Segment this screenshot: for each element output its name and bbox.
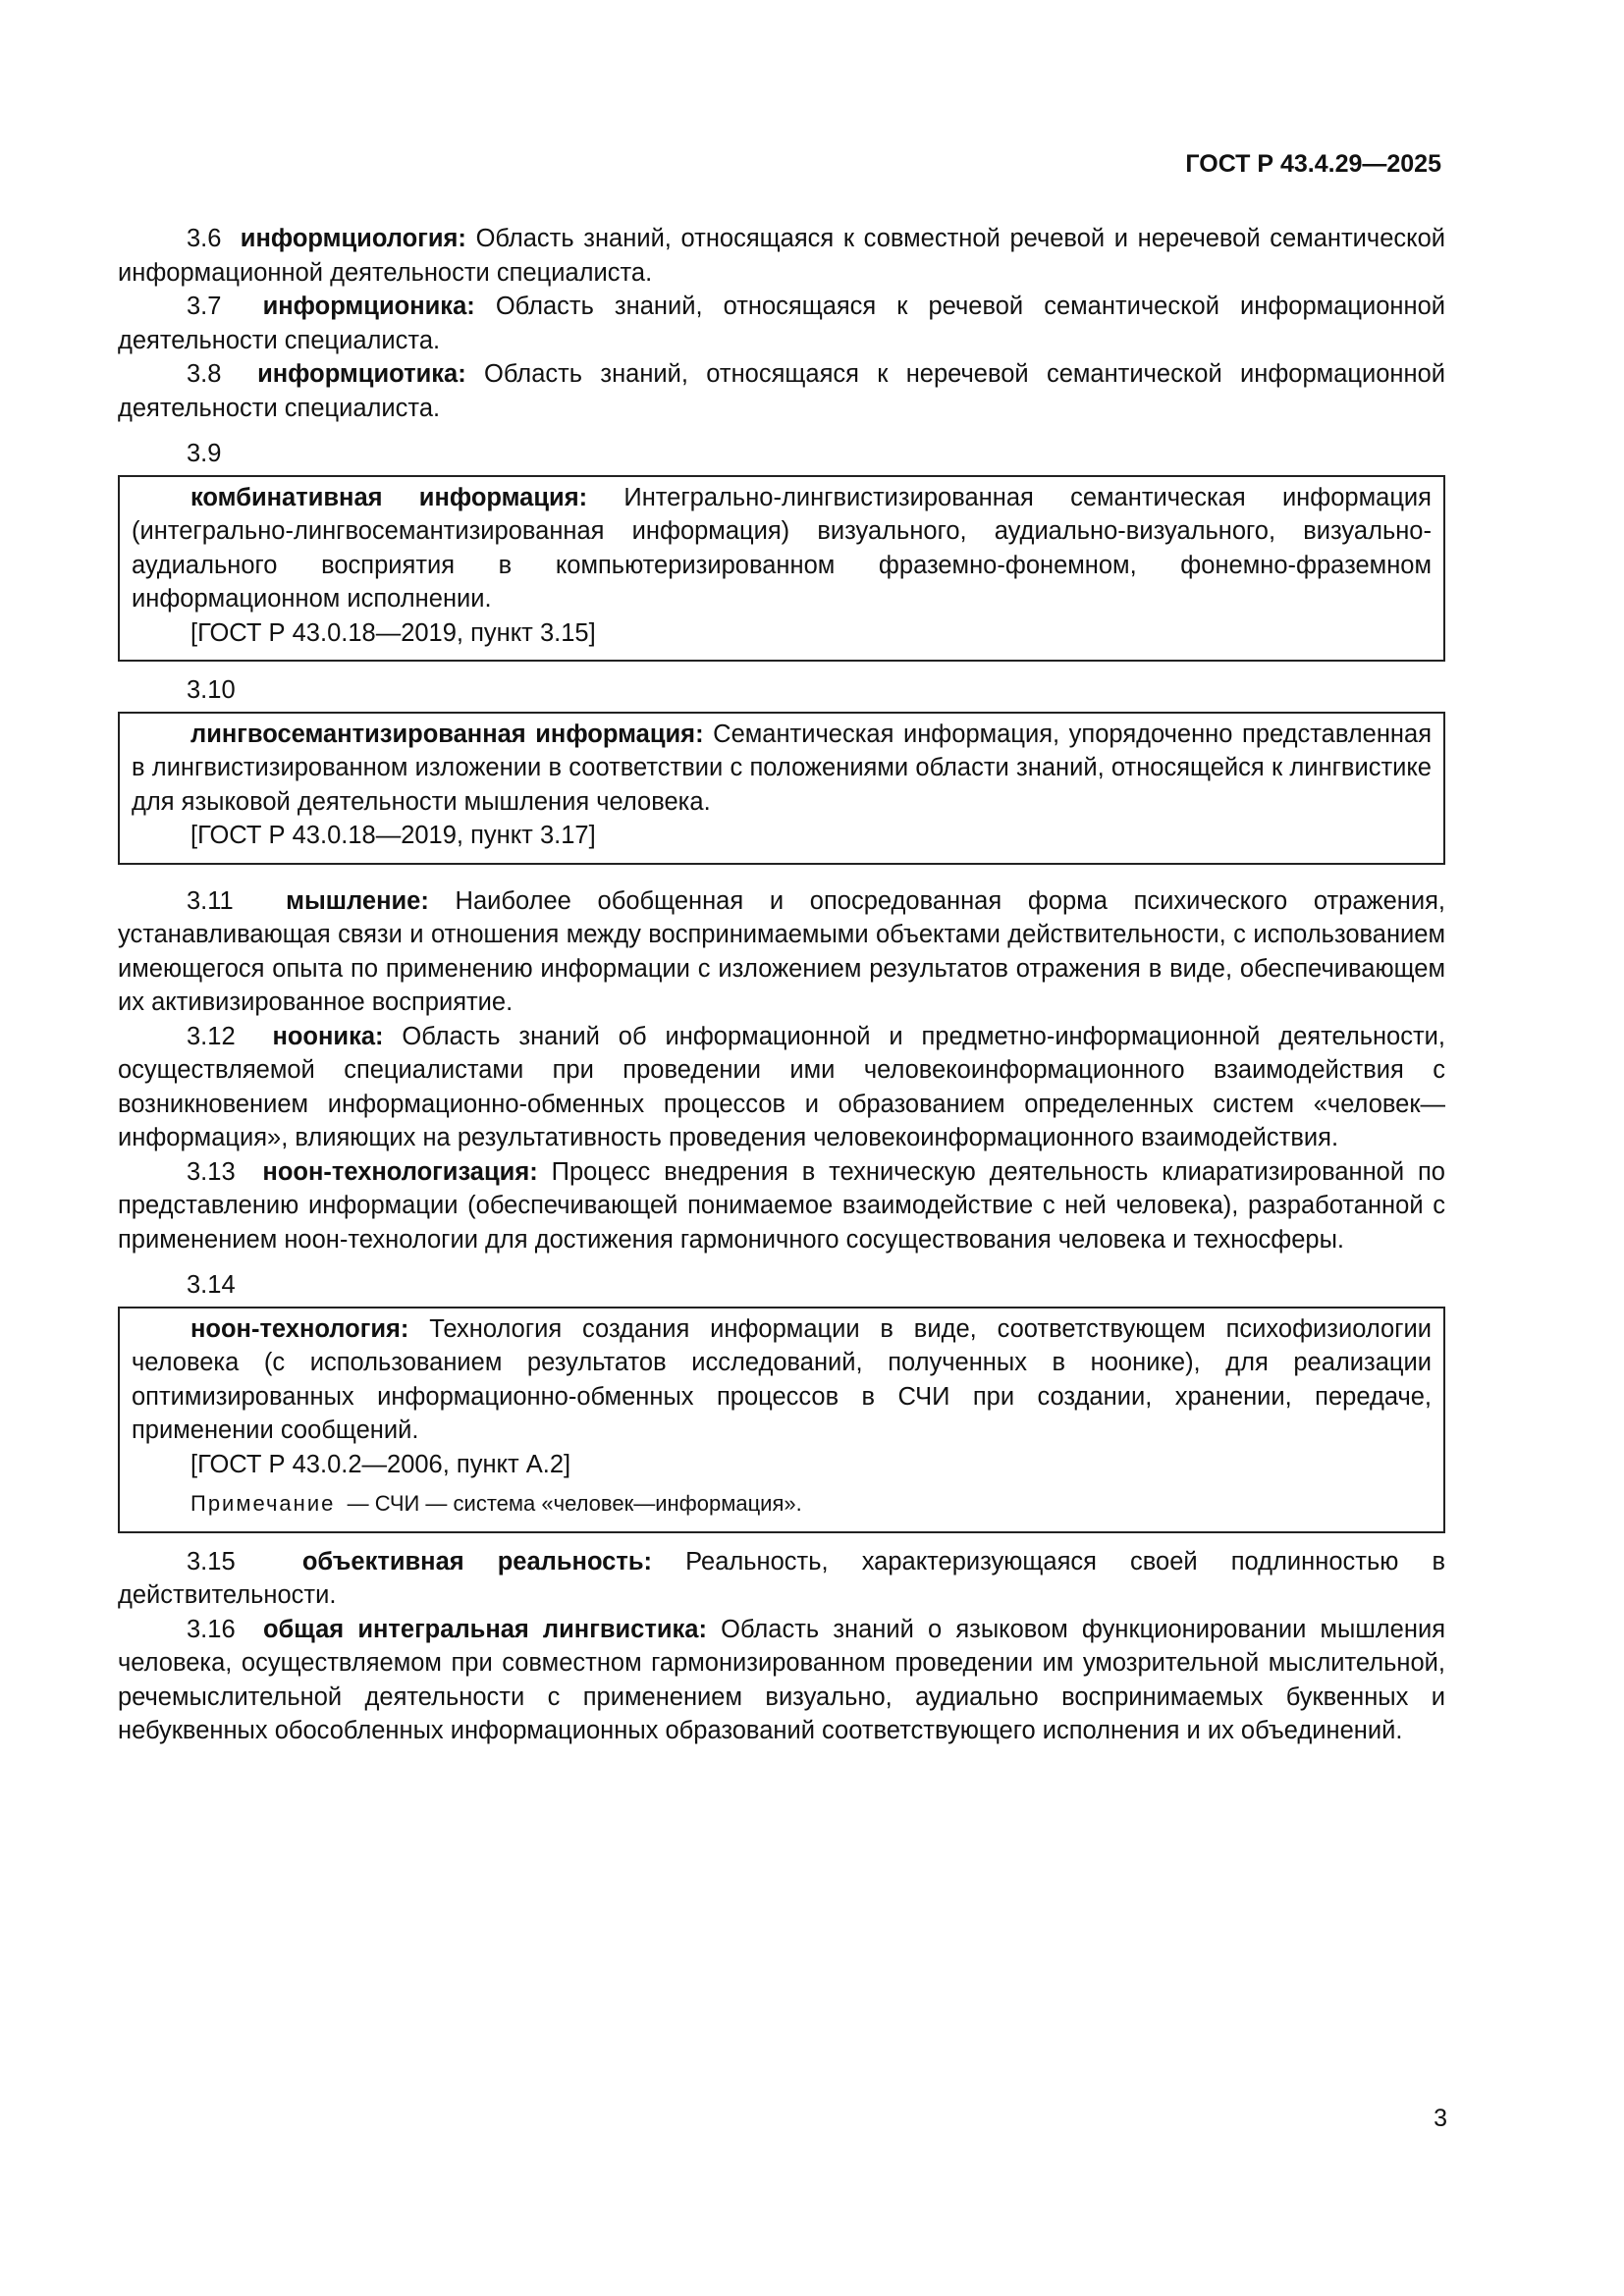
entry-3-15	[118, 1545, 1445, 1613]
entry-number: 3.13	[187, 1157, 236, 1186]
entry-term: общая интегральная лингвистика:	[262, 1615, 707, 1643]
entry-number: 3.10	[187, 676, 236, 704]
entry-term: ноон-технология:	[190, 1314, 409, 1343]
entry-definition: Наиболее обобщенная и опосредованная форма психического отражения, устанавливающая связи и отношения между воспринимаемыми объектами действительности, с использованием имеющегося опыта по применению информации с изложением результатов отражения в виде, обеспечивающем их активизированное восприятие.	[118, 886, 1445, 1016]
entry-number: 3.11	[187, 886, 234, 915]
entry-number: 3.14	[187, 1271, 236, 1299]
entry-number: 3.9	[187, 440, 222, 467]
entry-number: 3.7	[187, 293, 222, 320]
entry-definition: Технология создания информации в виде, соответствующем психофизиологии человека (с использованием результатов исследований, полученных в ноонике), для реализации оптимизированных информационно-обменных процессов в СЧИ при создании, хранении, передаче, применении сообщений.	[132, 1314, 1432, 1444]
entry-3-7	[118, 290, 1445, 357]
entry-term: информциология:	[240, 225, 466, 252]
entry-3-8	[118, 357, 1445, 425]
entry-definition: Область знаний, относящаяся к неречевой семантической информационной деятельности специалиста.	[118, 360, 1445, 422]
entry-3-13	[118, 1155, 1445, 1257]
source-reference: [ГОСТ Р 43.0.2—2006, пункт А.2]	[190, 1450, 571, 1478]
entry-definition: Область знаний, относящаяся к речевой семантической информационной деятельности специалиста.	[118, 293, 1446, 354]
entry-3-16	[118, 1613, 1445, 1748]
page-number: 3	[1434, 2105, 1447, 2132]
entry-definition: Реальность, характеризующаяся своей подлинностью в действительности.	[118, 1547, 1445, 1609]
entry-number: 3.15	[187, 1547, 236, 1575]
entry-term: мышление:	[286, 886, 429, 915]
entry-term: ноон-технологизация:	[262, 1157, 538, 1186]
entry-number: 3.8	[187, 360, 222, 388]
entry-3-9	[132, 481, 1432, 616]
entry-definition: Семантическая информация, упорядоченно представленная в лингвистизированном изложении в соответствии с положениями области знаний, относящейся к лингвистике для языковой деятельности мышления человека.	[132, 720, 1433, 816]
entry-definition: Область знаний об информационной и предметно-информационной деятельности, осуществляемой специалистами при проведении ими человекоинформационного взаимодействия с возникновением информационно-обменных процессов и образованием определенных систем «человек—информация», влияющих на результативность проведения человекоинформационного взаимодействия.	[118, 1022, 1445, 1151]
entry-term: комбинативная информация:	[190, 483, 588, 511]
entry-3-14	[132, 1312, 1432, 1448]
entry-definition: Процесс внедрения в техническую деятельность клиаратизированной по представлению информации (обеспечивающей понимаемое взаимодействие с ней человека), разработанной с применением ноон-технологии для достижения гармоничного сосуществования человека и техносферы.	[118, 1157, 1445, 1254]
borrowed-term-box-3-9	[118, 475, 1445, 663]
note-label: Примечание	[190, 1491, 336, 1516]
entry-3-10	[132, 718, 1432, 820]
note	[132, 1487, 1432, 1522]
source-reference: [ГОСТ Р 43.0.18—2019, пункт 3.15]	[190, 618, 596, 647]
entry-3-11	[118, 884, 1445, 1020]
entry-number: 3.6	[187, 225, 222, 252]
borrowed-term-box-3-10	[118, 712, 1445, 865]
entry-definition: Интегрально-лингвистизированная семантическая информация (интегрально-лингвосемантизированная информация) визуального, аудиально-визуального, визуально-аудиального восприятия в компьютеризированном фраземно-фонемном, фонемно-фраземном информационном исполнении.	[132, 483, 1432, 613]
standard-header: ГОСТ Р 43.4.29—2025	[1185, 150, 1441, 178]
entry-term: лингвосемантизированная информация:	[190, 720, 704, 748]
borrowed-term-box-3-14	[118, 1307, 1445, 1533]
entry-number: 3.16	[187, 1615, 236, 1643]
entry-term: информционика:	[262, 293, 475, 320]
terms-content	[118, 222, 1445, 1748]
entry-term: объективная реальность:	[301, 1547, 653, 1575]
entry-number: 3.12	[187, 1022, 236, 1050]
entry-3-12	[118, 1020, 1445, 1155]
entry-term: нооника:	[272, 1022, 384, 1050]
entry-definition: Область знаний, относящаяся к совместной речевой и неречевой семантической информационной деятельности специалиста.	[118, 225, 1445, 287]
source-reference: [ГОСТ Р 43.0.18—2019, пункт 3.17]	[190, 822, 596, 849]
entry-term: информциотика:	[257, 360, 466, 388]
entry-3-6	[118, 222, 1445, 290]
entry-definition: Область знаний о языковом функционировании мышления человека, осуществляемом при совместном гармонизированном проведении им умозрительной мыслительной, речемыслительной деятельности с применением визуально, аудиально воспринимаемых буквенных и небуквенных обособленных информационных образований соответствующего исполнения и их объединений.	[118, 1615, 1446, 1744]
note-text: — СЧИ — система «человек—информация».	[347, 1491, 802, 1516]
